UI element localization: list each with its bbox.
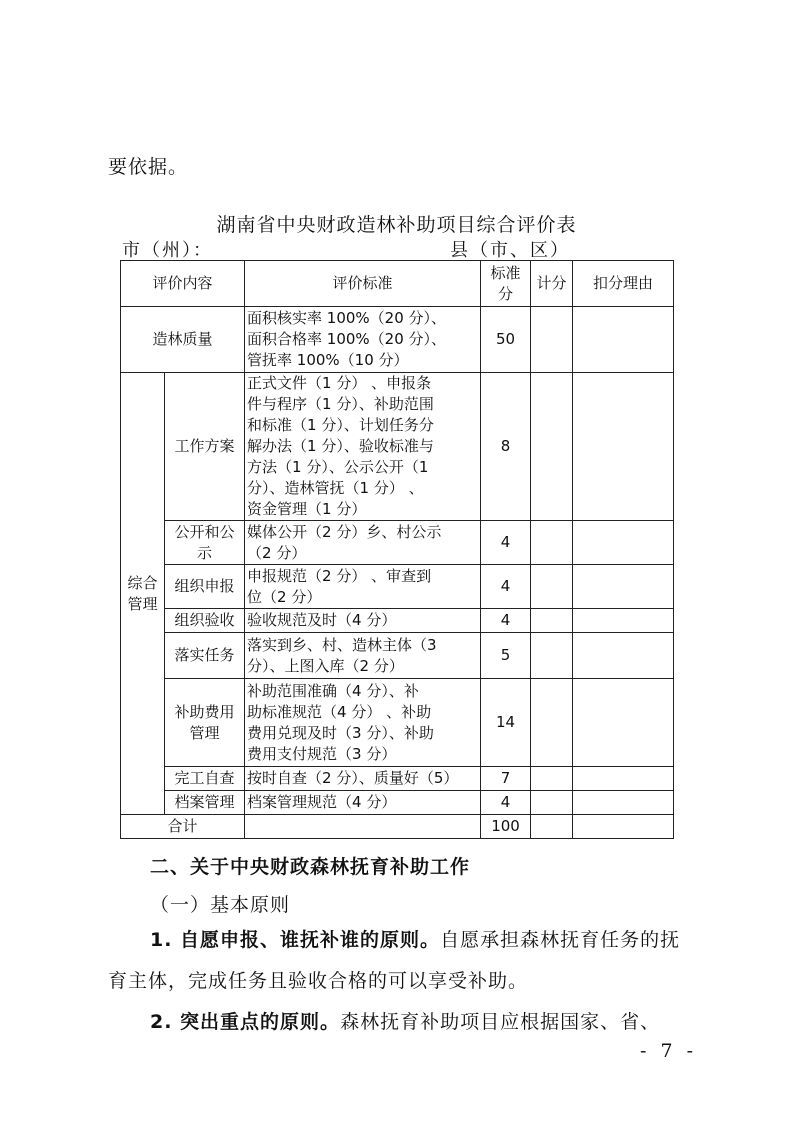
row-reason-cell [573,633,674,679]
std-line: 解办法（1 分）、验收标准与 [247,437,434,455]
row-reason-cell [573,565,674,609]
table-row-total [121,815,674,839]
std-line: 补助范围准确（4 分）、补 [247,681,419,700]
group-line: 管理 [127,594,158,613]
row-label-archive: 档案管理 [165,791,245,815]
principle-1-text: 自愿承担森林抚育任务的抚育主体，完成任务且验收合格的可以享受补助。 [108,929,681,992]
row-points-cell [531,565,573,609]
row-points-cell [531,767,573,791]
row-score-total: 100 [481,815,531,839]
row-points-cell [531,679,573,767]
std-line: 媒体公开（2 分）乡、村公示 [247,522,442,541]
group-line: 综合 [127,573,158,592]
table-row-quality [121,307,674,373]
table-header-row [121,261,674,307]
row-reason-cell [573,521,674,565]
std-line: 分）、上图入库（2 分） [247,656,404,675]
std-line: 方法（1 分）、公示公开（1 [247,458,429,476]
row-score-plan: 8 [481,373,531,521]
row-standard-plan [245,373,481,521]
row-score-quality: 50 [481,307,531,373]
table-row-selfcheck [121,767,674,791]
row-label-publicity [165,521,245,565]
city-label: 市（州）： [122,240,213,261]
principle-1-title: 1. 自愿申报、谁抚补谁的原则。 [150,929,441,951]
principle-2-title: 2. 突出重点的原则。 [150,1011,341,1033]
row-score-subsidy: 14 [481,679,531,767]
row-reason-cell [573,373,674,521]
section-heading: 二、关于中央财政森林抚育补助工作 [150,856,471,878]
header-score [481,261,531,307]
group-label-mgmt [121,373,165,815]
header-reason: 扣分理由 [573,261,674,307]
row-score-archive: 4 [481,791,531,815]
row-standard-total [245,815,481,839]
row-label-quality: 造林质量 [121,307,245,373]
std-line: 管抚率 100%（10 分） [247,351,409,369]
principle-2-text: 森林抚育补助项目应根据国家、省、 [340,1011,661,1033]
row-label-selfcheck: 完工自查 [165,767,245,791]
std-line: 面积合格率 100%（20 分）、 [247,330,447,348]
row-label-implement: 落实任务 [165,633,245,679]
row-points-cell [531,633,573,679]
std-line: 申报规范（2 分） 、审查到 [247,566,432,585]
std-line: 助标准规范（4 分） 、补助 [247,702,432,721]
page-number: - 7 - [640,1040,698,1062]
row-reason-cell [573,767,674,791]
table-row-subsidy [121,679,674,767]
std-line: 资金管理（1 分） [247,500,367,518]
row-score-publicity: 4 [481,521,531,565]
std-line: 件与程序（1 分）、补助范围 [247,395,434,413]
county-label: 县（市、区） [450,240,570,261]
std-line: 正式文件（1 分） 、申报条 [247,374,432,392]
header-content: 评价内容 [121,261,245,307]
row-score-accept: 4 [481,609,531,633]
row-score-selfcheck: 7 [481,767,531,791]
header-score-line2: 分 [498,284,514,303]
row-standard-implement [245,633,481,679]
row-reason-cell [573,791,674,815]
lead-text: 要依据。 [108,156,189,178]
row-label-subsidy [165,679,245,767]
std-line: 落实到乡、村、造林主体（3 [247,635,437,654]
row-points-cell [531,521,573,565]
row-reason-cell [573,609,674,633]
row-reason-cell [573,815,674,839]
row-points-cell [531,609,573,633]
row-standard-apply [245,565,481,609]
header-points: 计分 [531,261,573,307]
row-score-implement: 5 [481,633,531,679]
label-line: 公开和公 [174,522,235,541]
header-standard: 评价标准 [245,261,481,307]
label-line: 示 [197,543,213,562]
row-score-apply: 4 [481,565,531,609]
label-line: 管理 [189,723,220,742]
std-line: （2 分） [247,543,307,562]
table-title: 湖南省中央财政造林补助项目综合评价表 [216,214,577,236]
table-row-apply [121,565,674,609]
table-row-accept [121,609,674,633]
row-label-plan: 工作方案 [165,373,245,521]
row-points-cell [531,815,573,839]
std-line: 分）、造林管抚（1 分） 、 [247,479,424,497]
subsection-heading: （一）基本原则 [150,894,291,916]
std-line: 位（2 分） [247,587,322,606]
table-row-plan [121,373,674,521]
row-standard-selfcheck: 按时自查（2 分）、质量好（5） [245,767,481,791]
row-label-apply: 组织申报 [165,565,245,609]
header-score-line1: 标准 [490,263,521,282]
row-standard-publicity [245,521,481,565]
row-points-cell [531,791,573,815]
row-label-accept: 组织验收 [165,609,245,633]
row-reason-cell [573,679,674,767]
row-standard-accept: 验收规范及时（4 分） [245,609,481,633]
row-standard-quality [245,307,481,373]
std-line: 和标准（1 分）、计划任务分 [247,416,434,434]
label-line: 补助费用 [174,702,235,721]
std-line: 费用支付规范（3 分） [247,744,397,763]
table-row-archive [121,791,674,815]
row-reason-cell [573,307,674,373]
row-standard-archive: 档案管理规范（4 分） [245,791,481,815]
std-line: 费用兑现及时（3 分）、补助 [247,723,434,742]
row-points-cell [531,307,573,373]
row-label-total: 合计 [121,815,245,839]
principle-1-paragraph [108,920,698,1002]
std-line: 面积核实率 100%（20 分）、 [247,309,447,327]
row-points-cell [531,373,573,521]
table-row-publicity [121,521,674,565]
principle-2-paragraph [108,1002,698,1043]
evaluation-table [120,260,674,839]
table-row-implement [121,633,674,679]
row-standard-subsidy [245,679,481,767]
